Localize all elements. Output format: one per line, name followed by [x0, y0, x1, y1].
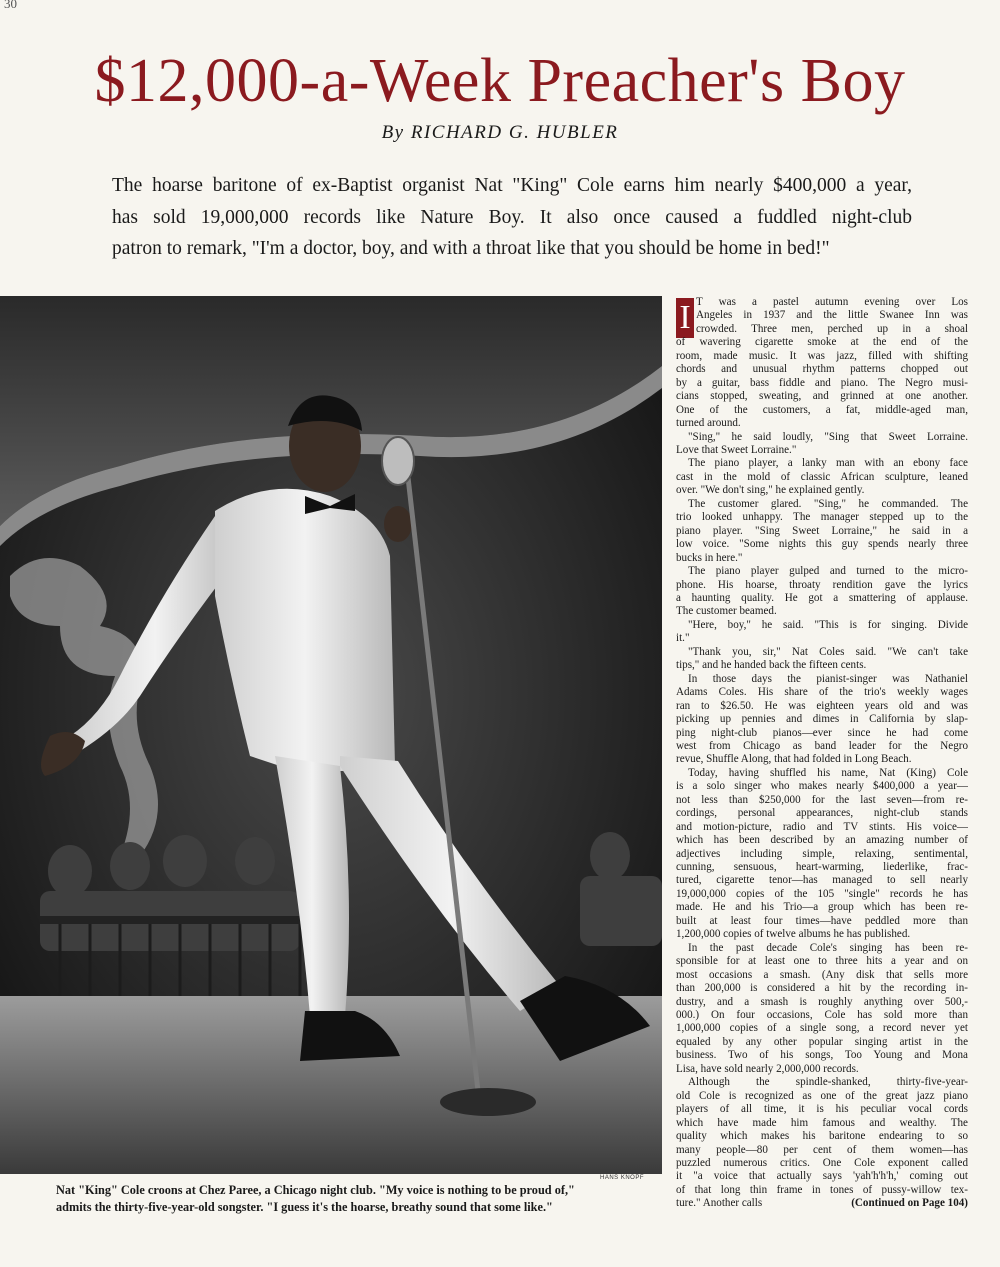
article-line: 19,000,000 copies of the 105 "single" records he has	[676, 887, 968, 900]
article-line: The piano player, a lanky man with an ebony face	[688, 457, 968, 470]
article-line: built at least four times—have peddled more than	[676, 914, 968, 927]
article-line: it."	[676, 632, 690, 645]
article-line: The customer beamed.	[676, 605, 777, 618]
article-line: One of the customers, a fat, middle-aged man,	[676, 403, 968, 416]
drop-cap: I	[676, 298, 694, 338]
article-line: puzzled numerous critics. One Cole exponent called	[676, 1157, 968, 1169]
article-line: cunning, sensuous, heart-warming, liederlike, frac-	[676, 861, 968, 874]
article-line: phone. His hoarse, throaty rendition gave the lyrics	[676, 578, 968, 591]
article-line: of that long thin frame in tones of pussy-willow tex-	[676, 1183, 968, 1196]
article-line: crowded. Three men, perched up in a shoal	[696, 322, 968, 335]
article-line: piano player. "Sing Sweet Lorraine," he said in a	[676, 524, 968, 537]
continued-note: (Continued on Page 104)	[851, 1197, 968, 1210]
deck-line: The hoarse baritone of ex-Baptist organist Nat "King" Cole earns him nearly $400,000 a year,	[112, 175, 912, 196]
article-line: many people—80 per cent of them women—has	[676, 1143, 968, 1156]
article-line: ture." Another calls (Continued on Page 104)	[676, 1197, 968, 1210]
article-line: tured, cigarette tenor—has managed to sell nearly	[676, 874, 968, 887]
article-line: by a guitar, bass fiddle and piano. The Negro musi-	[676, 376, 968, 389]
article-line: of wavering cigarette smoke at the end of the	[676, 336, 968, 349]
photo-credit: HANS KNOPF	[600, 1175, 645, 1181]
photo-caption	[56, 1182, 668, 1216]
article-body	[676, 296, 968, 1211]
article-line: quality which makes his baritone endearing to so	[676, 1130, 968, 1143]
article-line: "Here, boy," he said. "This is for singing. Divide	[688, 618, 968, 631]
article-line: Today, having shuffled his name, Nat (King) Cole	[688, 766, 968, 779]
article-line: chords and unusual rhythm patterns chopped out	[676, 363, 968, 376]
caption-line: Nat "King" Cole croons at Chez Paree, a Chicago night club. "My voice is nothing to be proud of,"	[56, 1183, 575, 1197]
article-line: Angeles in 1937 and the little Swanee Inn was	[696, 309, 968, 322]
article-line: 1,000,000 copies of a single song, a record never yet	[676, 1022, 968, 1035]
article-line: a haunting quality. He got a smattering of applause.	[676, 591, 968, 604]
article-line: equaled by any other popular singing artist in the	[676, 1035, 968, 1048]
deck-line: has sold 19,000,000 records like Nature Boy. It also once caused a fuddled night-club	[112, 206, 912, 228]
article-line: players of all time, it is his peculiar vocal cords	[676, 1103, 968, 1116]
performer-photo	[0, 296, 662, 1174]
article-line: made. He and his Trio—a group which has been re-	[676, 901, 968, 914]
article-line: which have made him famous and wealthy. The	[676, 1116, 968, 1129]
article-line: cians stopped, sweating, and grinned at one another.	[676, 390, 968, 403]
article-line: bucks in here."	[676, 551, 743, 564]
article-line: Lisa, have sold nearly 2,000,000 records.	[676, 1062, 859, 1075]
article-line: which has been described by an amazing number of	[676, 834, 968, 847]
article-line: ping night-club pianos—ever since he had come	[676, 726, 968, 739]
deck-line: patron to remark, "I'm a doctor, boy, and with a throat like that you should be home in bed!"	[112, 238, 830, 259]
article-line: "Sing," he said loudly, "Sing that Sweet Lorraine.	[688, 430, 968, 443]
article-line: and motion-picture, radio and TV stints. His voice—	[676, 820, 968, 833]
headline: $12,000-a-Week Preacher's Boy	[94, 47, 906, 115]
article-line: low voice. "Some nights this guy spends nearly three	[676, 538, 968, 551]
article-line: not less than $250,000 for the last seven—from re-	[676, 793, 968, 806]
article-line: over. "We don't sing," he explained gently.	[676, 484, 865, 497]
article-line: In those days the pianist-singer was Nathaniel	[688, 672, 968, 685]
deck	[112, 170, 912, 265]
article-line: west from Chicago as band leader for the Negro	[676, 739, 968, 752]
article-line: T was a pastel autumn evening over Los	[696, 296, 968, 308]
article-line: turned around.	[676, 417, 741, 430]
article-line: dustry, and a smash is roughly anything over 500,-	[676, 995, 968, 1008]
article-line: ran to $26.50. He was eighteen years old and was	[676, 699, 968, 712]
article-line: picking up pennies and dimes in California by slap-	[676, 713, 968, 726]
byline: By RICHARD G. HUBLER	[381, 122, 619, 143]
article-line: trio looked unhappy. The manager stepped up to the	[676, 511, 968, 524]
article-line: than 200,000 is considered a hit by the recording in-	[676, 982, 968, 995]
article-line: most occasions a smash. (Any disk that sells more	[676, 968, 968, 981]
article-line: business. Two of his songs, Too Young and Mona	[676, 1049, 968, 1062]
article-line: 000.) On four occasions, Cole has sold more than	[676, 1009, 968, 1022]
article-line: old Cole is recognized as one of the great jazz piano	[676, 1089, 968, 1102]
caption-line: admits the thirty-five-year-old songster. "I guess it's the hoarse, breathy sound that some like."	[56, 1200, 553, 1214]
article-line: it "a voice that actually says 'yah'h'h'h,' coming out	[676, 1170, 968, 1183]
article-line: "Thank you, sir," Nat Coles said. "We can't take	[688, 645, 968, 658]
article-line: Adams Coles. His share of the trio's weekly wages	[676, 686, 968, 699]
article-line: tips," and he handed back the fifteen cents.	[676, 659, 867, 672]
article-line: adjectives including simple, relaxing, sentimental,	[676, 847, 968, 860]
page-number: 30	[4, 0, 17, 11]
article-line: cordings, personal appearances, night-club stands	[676, 807, 968, 820]
article-line: 1,200,000 copies of twelve albums he has published.	[676, 928, 911, 941]
article-line: The piano player gulped and turned to the micro-	[688, 565, 968, 578]
article-line: sponsible for at least one to three hits a year and on	[676, 955, 968, 968]
article-line: room, made music. It was jazz, filled with shifting	[676, 349, 968, 362]
article-line: Love that Sweet Lorraine."	[676, 443, 797, 456]
article-line: In the past decade Cole's singing has been re-	[688, 941, 968, 954]
article-line: revue, Shuffle Along, that had folded in Long Beach.	[676, 753, 912, 766]
article-line: is a solo singer who makes nearly $400,000 a year—	[676, 780, 968, 793]
article-line: The customer glared. "Sing," he commanded. The	[688, 497, 968, 510]
article-line: Although the spindle-shanked, thirty-five-year-	[688, 1076, 968, 1089]
article-line: cast in the mold of classic African sculpture, leaned	[676, 470, 968, 483]
